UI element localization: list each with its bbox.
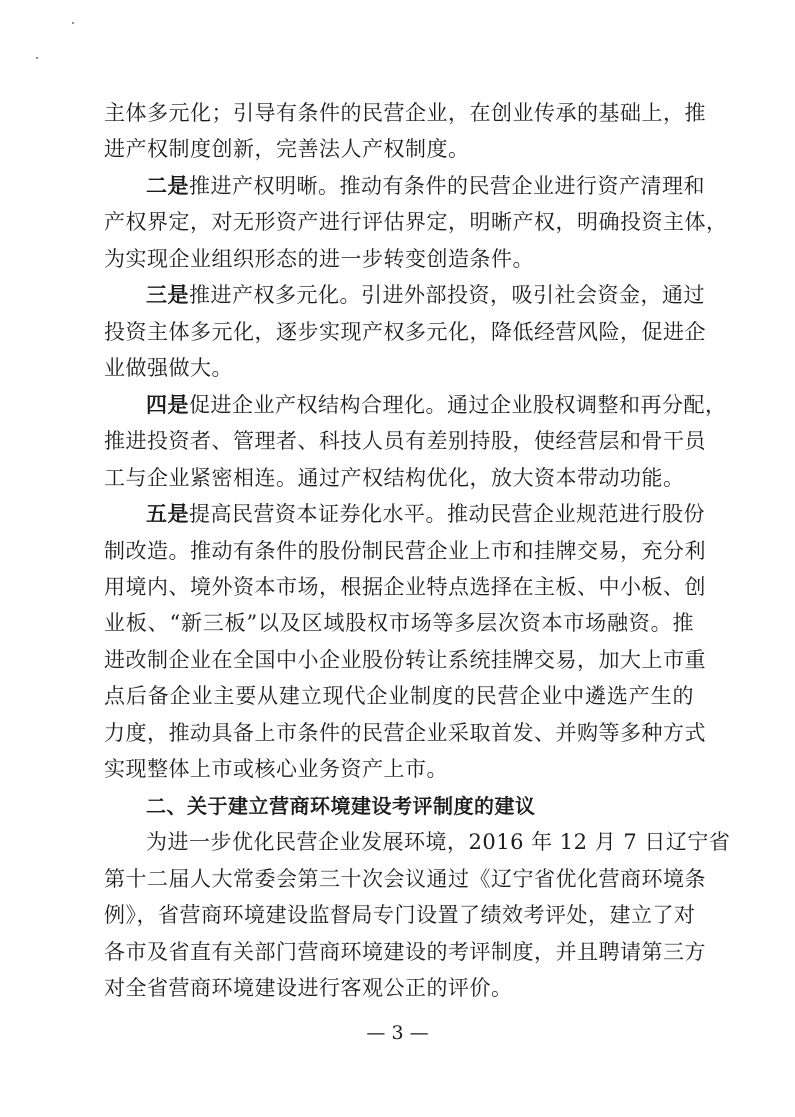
text-line: 点后备企业主要从建立现代企业制度的民营企业中遴选产生的: [104, 684, 694, 708]
section-heading: 二、关于建立营商环境建设考评制度的建议: [146, 794, 536, 818]
paragraph-text: 推进产权多元化。引进外部投资，吸引社会资金，通过: [189, 283, 705, 307]
text-line: 业板、“新三板”以及区域股权市场等多层次资本市场融资。推: [104, 611, 694, 635]
scan-speck: [36, 57, 38, 59]
text-line: 为实现企业组织形态的进一步转变创造条件。: [104, 247, 534, 271]
paragraph-line: [146, 166, 705, 206]
paragraph-lead: 五是: [146, 501, 189, 526]
text-line: 进改制企业在全国中小企业股份转让系统挂牌交易，加大上市重: [104, 648, 706, 672]
text-line: 主体多元化；引导有条件的民营企业，在创业传承的基础上，推: [104, 101, 706, 125]
text-line: 投资主体多元化，逐步实现产权多元化，降低经营风险，促进企: [104, 320, 706, 344]
text-line: 为进一步优化民营企业发展环境，2016 年 12 月 7 日辽宁省: [146, 830, 731, 854]
text-line: 产权界定，对无形资产进行评估界定，明晰产权，明确投资主体，: [104, 210, 728, 234]
paragraph-text: 提高民营资本证券化水平。推动民营企业规范进行股份: [189, 502, 705, 526]
scan-speck: [72, 22, 74, 24]
paragraph-line: [146, 494, 705, 534]
text-line: 用境内、境外资本市场，根据企业特点选择在主板、中小板、创: [104, 575, 706, 599]
text-line: 进产权制度创新，完善法人产权制度。: [104, 137, 470, 161]
text-line: 工与企业紧密相连。通过产权结构优化，放大资本带动功能。: [104, 466, 685, 490]
paragraph-text: 促进企业产权结构合理化。通过企业股权调整和再分配，: [189, 393, 727, 417]
text-line: 各市及省直有关部门营商环境建设的考评制度，并且聘请第三方: [104, 940, 706, 964]
paragraph-lead: 四是: [146, 392, 189, 417]
text-line: 推进投资者、管理者、科技人员有差别持股，使经营层和骨干员: [104, 429, 706, 453]
text-line: 第十二届人大常委会第三十次会议通过《辽宁省优化营商环境条: [104, 867, 706, 891]
text-line: 业做强做大。: [104, 356, 233, 380]
paragraph-lead: 二是: [146, 173, 189, 198]
paragraph-text: 推进产权明晰。推动有条件的民营企业进行资产清理和: [189, 174, 705, 198]
paragraph-line: [146, 275, 705, 315]
text-line: 例》，省营商环境建设监督局专门设置了绩效考评处，建立了对: [104, 903, 696, 927]
text-line: 力度，推动具备上市条件的民营企业采取首发、并购等多种方式: [104, 721, 706, 745]
text-line: 制改造。推动有条件的股份制民营企业上市和挂牌交易，充分利: [104, 539, 706, 563]
text-line: 对全省营商环境建设进行客观公正的评价。: [104, 976, 513, 1000]
paragraph-lead: 三是: [146, 282, 189, 307]
paragraph-line: [146, 385, 727, 425]
page-number: — 3 —: [366, 1022, 429, 1044]
text-line: 实现整体上市或核心业务资产上市。: [104, 757, 448, 781]
